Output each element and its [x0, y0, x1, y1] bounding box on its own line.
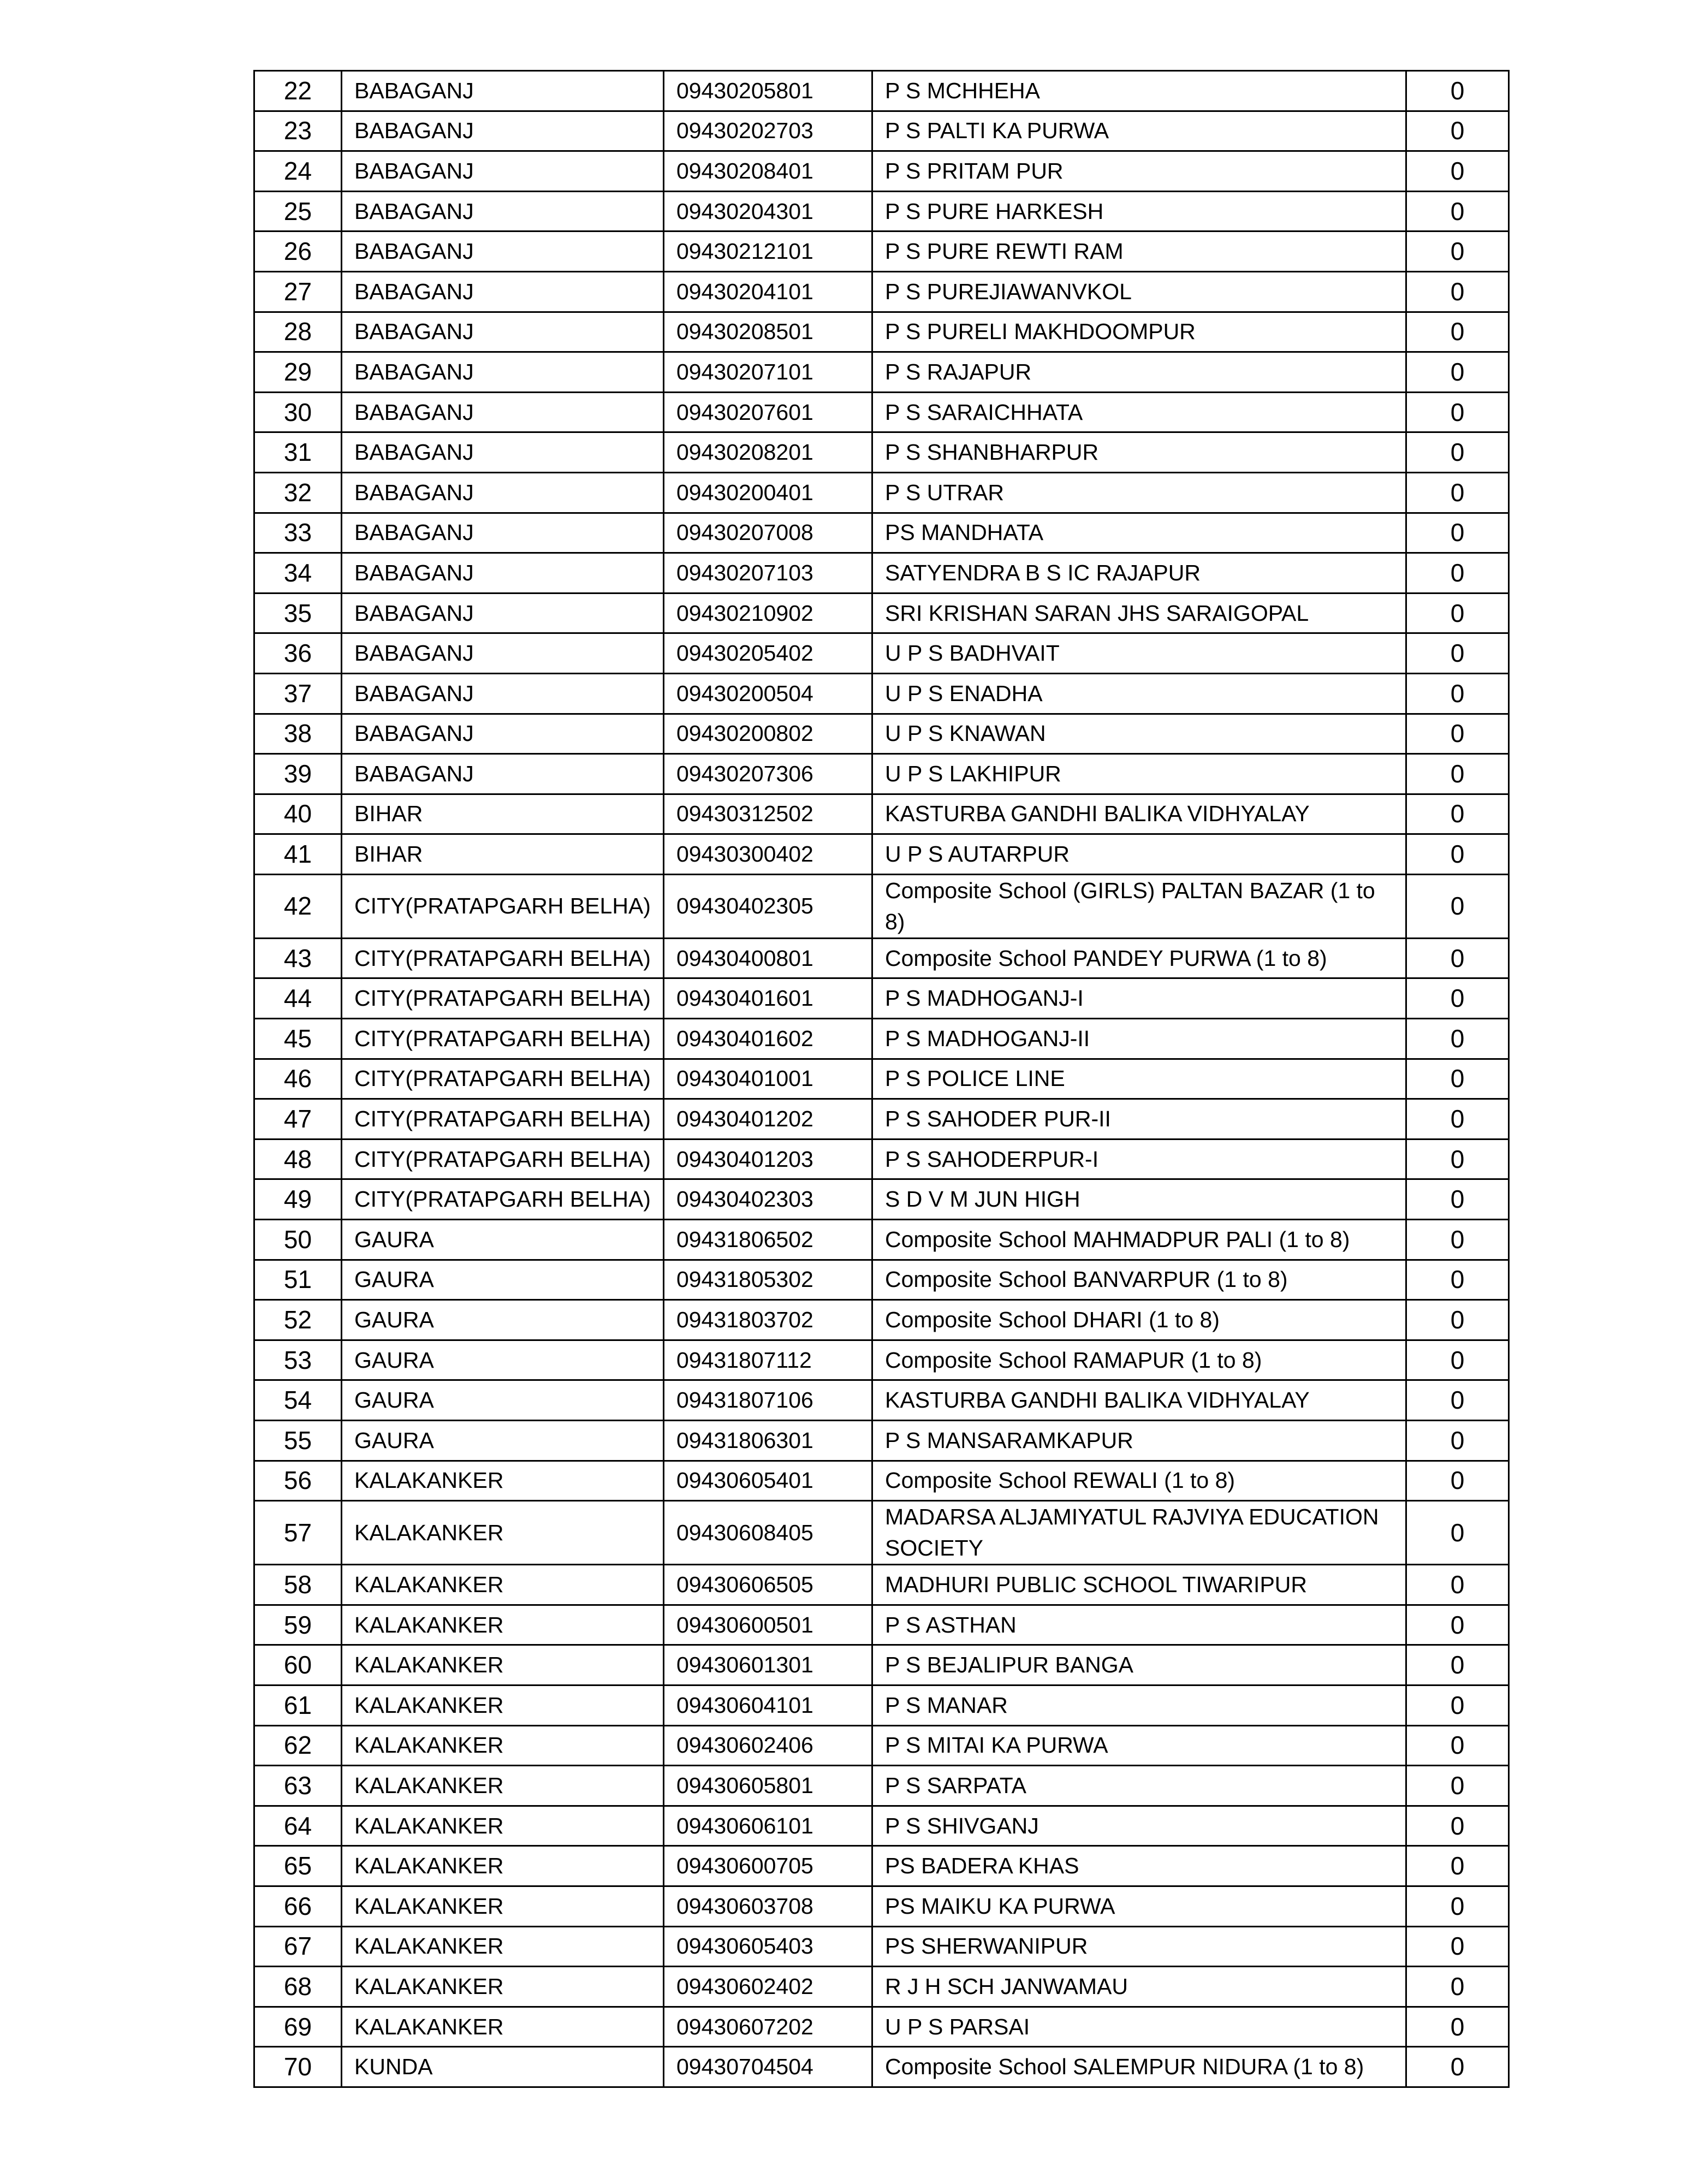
school-code-cell: 09430200504 — [664, 673, 872, 714]
school-name-cell: Composite School BANVARPUR (1 to 8) — [872, 1260, 1406, 1300]
table-row — [254, 1059, 1509, 1099]
table-row — [254, 1461, 1509, 1501]
count-cell: 0 — [1406, 1461, 1509, 1501]
school-name-cell: SATYENDRA B S IC RAJAPUR — [872, 553, 1406, 594]
count-cell: 0 — [1406, 1421, 1509, 1461]
school-code-cell: 09430401001 — [664, 1059, 872, 1099]
school-name-cell: Composite School SALEMPUR NIDURA (1 to 8) — [872, 2047, 1406, 2087]
count-cell: 0 — [1406, 1139, 1509, 1179]
table-row — [254, 1725, 1509, 1766]
serial-number-cell: 51 — [254, 1260, 342, 1300]
table-row — [254, 2047, 1509, 2087]
count-cell: 0 — [1406, 352, 1509, 393]
table-row — [254, 754, 1509, 794]
count-cell: 0 — [1406, 472, 1509, 513]
block-name-cell: BABAGANJ — [342, 673, 664, 714]
school-code-cell: 09430200401 — [664, 472, 872, 513]
school-name-cell: Composite School DHARI (1 to 8) — [872, 1300, 1406, 1340]
serial-number-cell: 34 — [254, 553, 342, 594]
school-name-cell: U P S PARSAI — [872, 2007, 1406, 2047]
block-name-cell: KALAKANKER — [342, 1501, 664, 1565]
school-code-cell: 09430300402 — [664, 834, 872, 875]
school-name-cell: P S SAHODERPUR-I — [872, 1139, 1406, 1179]
school-name-cell: P S MCHHEHA — [872, 71, 1406, 111]
serial-number-cell: 45 — [254, 1019, 342, 1059]
school-code-cell: 09430606505 — [664, 1565, 872, 1605]
count-cell: 0 — [1406, 673, 1509, 714]
block-name-cell: KALAKANKER — [342, 1926, 664, 1967]
serial-number-cell: 24 — [254, 151, 342, 192]
block-name-cell: KALAKANKER — [342, 1685, 664, 1725]
school-name-cell: Composite School PANDEY PURWA (1 to 8) — [872, 938, 1406, 978]
count-cell: 0 — [1406, 1766, 1509, 1806]
school-name-cell: P S MADHOGANJ-I — [872, 978, 1406, 1019]
serial-number-cell: 65 — [254, 1846, 342, 1886]
school-code-cell: 09430608405 — [664, 1501, 872, 1565]
serial-number-cell: 62 — [254, 1725, 342, 1766]
table-row — [254, 1806, 1509, 1846]
count-cell: 0 — [1406, 1340, 1509, 1380]
block-name-cell: GAURA — [342, 1421, 664, 1461]
serial-number-cell: 46 — [254, 1059, 342, 1099]
school-code-cell: 09430204301 — [664, 191, 872, 232]
block-name-cell: BABAGANJ — [342, 352, 664, 393]
school-code-cell: 09430208401 — [664, 151, 872, 192]
school-code-cell: 09430312502 — [664, 794, 872, 834]
count-cell: 0 — [1406, 874, 1509, 938]
school-name-cell: P S PURE REWTI RAM — [872, 232, 1406, 272]
count-cell: 0 — [1406, 2007, 1509, 2047]
school-code-cell: 09430200802 — [664, 714, 872, 754]
count-cell: 0 — [1406, 1725, 1509, 1766]
table-row — [254, 1645, 1509, 1686]
school-name-cell: PS MAIKU KA PURWA — [872, 1886, 1406, 1926]
school-name-cell: P S MITAI KA PURWA — [872, 1725, 1406, 1766]
serial-number-cell: 67 — [254, 1926, 342, 1967]
table-row — [254, 151, 1509, 192]
serial-number-cell: 69 — [254, 2007, 342, 2047]
school-code-cell: 09431803702 — [664, 1300, 872, 1340]
table-row — [254, 1846, 1509, 1886]
count-cell: 0 — [1406, 1019, 1509, 1059]
count-cell: 0 — [1406, 1886, 1509, 1926]
count-cell: 0 — [1406, 1099, 1509, 1140]
school-code-cell: 09430202703 — [664, 111, 872, 151]
school-code-cell: 09430212101 — [664, 232, 872, 272]
block-name-cell: BABAGANJ — [342, 232, 664, 272]
block-name-cell: GAURA — [342, 1380, 664, 1421]
serial-number-cell: 42 — [254, 874, 342, 938]
serial-number-cell: 29 — [254, 352, 342, 393]
count-cell: 0 — [1406, 1967, 1509, 2007]
table-row — [254, 673, 1509, 714]
block-name-cell: CITY(PRATAPGARH BELHA) — [342, 1139, 664, 1179]
table-row — [254, 111, 1509, 151]
school-name-cell: U P S ENADHA — [872, 673, 1406, 714]
school-name-cell: Composite School (GIRLS) PALTAN BAZAR (1 to 8) — [872, 874, 1406, 938]
block-name-cell: BABAGANJ — [342, 754, 664, 794]
table-row — [254, 71, 1509, 111]
school-code-cell: 09430607202 — [664, 2007, 872, 2047]
school-code-cell: 09430600501 — [664, 1605, 872, 1645]
count-cell: 0 — [1406, 794, 1509, 834]
serial-number-cell: 26 — [254, 232, 342, 272]
school-code-cell: 09431807112 — [664, 1340, 872, 1380]
table-row — [254, 1685, 1509, 1725]
school-code-cell: 09430603708 — [664, 1886, 872, 1926]
serial-number-cell: 39 — [254, 754, 342, 794]
block-name-cell: GAURA — [342, 1340, 664, 1380]
school-code-cell: 09430204101 — [664, 271, 872, 312]
count-cell: 0 — [1406, 312, 1509, 352]
block-name-cell: CITY(PRATAPGARH BELHA) — [342, 1179, 664, 1220]
serial-number-cell: 40 — [254, 794, 342, 834]
table-row — [254, 633, 1509, 674]
count-cell: 0 — [1406, 1260, 1509, 1300]
serial-number-cell: 41 — [254, 834, 342, 875]
school-code-cell: 09430602402 — [664, 1967, 872, 2007]
table-row — [254, 472, 1509, 513]
school-name-cell: P S PURE HARKESH — [872, 191, 1406, 232]
table-row — [254, 2007, 1509, 2047]
block-name-cell: CITY(PRATAPGARH BELHA) — [342, 1059, 664, 1099]
school-code-cell: 09430401202 — [664, 1099, 872, 1140]
block-name-cell: BABAGANJ — [342, 513, 664, 553]
block-name-cell: KALAKANKER — [342, 1565, 664, 1605]
count-cell: 0 — [1406, 271, 1509, 312]
count-cell: 0 — [1406, 714, 1509, 754]
school-name-cell: MADHURI PUBLIC SCHOOL TIWARIPUR — [872, 1565, 1406, 1605]
school-name-cell: KASTURBA GANDHI BALIKA VIDHYALAY — [872, 1380, 1406, 1421]
block-name-cell: CITY(PRATAPGARH BELHA) — [342, 874, 664, 938]
block-name-cell: BABAGANJ — [342, 312, 664, 352]
school-name-cell: PS MANDHATA — [872, 513, 1406, 553]
school-name-cell: P S SARPATA — [872, 1766, 1406, 1806]
serial-number-cell: 61 — [254, 1685, 342, 1725]
school-code-cell: 09430210902 — [664, 593, 872, 633]
school-name-cell: P S PUREJIAWANVKOL — [872, 271, 1406, 312]
block-name-cell: BIHAR — [342, 834, 664, 875]
block-name-cell: BABAGANJ — [342, 111, 664, 151]
table-row — [254, 1260, 1509, 1300]
table-row — [254, 874, 1509, 938]
school-code-cell: 09430605401 — [664, 1461, 872, 1501]
serial-number-cell: 59 — [254, 1605, 342, 1645]
count-cell: 0 — [1406, 754, 1509, 794]
school-name-cell: PS SHERWANIPUR — [872, 1926, 1406, 1967]
table-row — [254, 312, 1509, 352]
table-row — [254, 1340, 1509, 1380]
school-name-cell: P S PALTI KA PURWA — [872, 111, 1406, 151]
count-cell: 0 — [1406, 1501, 1509, 1565]
count-cell: 0 — [1406, 111, 1509, 151]
school-name-cell: P S MANSARAMKAPUR — [872, 1421, 1406, 1461]
school-code-cell: 09430605801 — [664, 1766, 872, 1806]
block-name-cell: BIHAR — [342, 794, 664, 834]
serial-number-cell: 23 — [254, 111, 342, 151]
block-name-cell: KALAKANKER — [342, 1846, 664, 1886]
school-code-cell: 09430207008 — [664, 513, 872, 553]
block-name-cell: BABAGANJ — [342, 472, 664, 513]
block-name-cell: CITY(PRATAPGARH BELHA) — [342, 938, 664, 978]
serial-number-cell: 36 — [254, 633, 342, 674]
serial-number-cell: 56 — [254, 1461, 342, 1501]
serial-number-cell: 50 — [254, 1220, 342, 1260]
school-code-cell: 09431806301 — [664, 1421, 872, 1461]
count-cell: 0 — [1406, 392, 1509, 432]
table-row — [254, 834, 1509, 875]
block-name-cell: KUNDA — [342, 2047, 664, 2087]
block-name-cell: KALAKANKER — [342, 1461, 664, 1501]
table-row — [254, 1421, 1509, 1461]
school-code-cell: 09431806502 — [664, 1220, 872, 1260]
table-row — [254, 1501, 1509, 1565]
serial-number-cell: 48 — [254, 1139, 342, 1179]
serial-number-cell: 44 — [254, 978, 342, 1019]
count-cell: 0 — [1406, 938, 1509, 978]
table-row — [254, 1179, 1509, 1220]
table-row — [254, 938, 1509, 978]
school-name-cell: P S ASTHAN — [872, 1605, 1406, 1645]
serial-number-cell: 58 — [254, 1565, 342, 1605]
block-name-cell: KALAKANKER — [342, 1766, 664, 1806]
school-name-cell: U P S AUTARPUR — [872, 834, 1406, 875]
school-name-cell: Composite School REWALI (1 to 8) — [872, 1461, 1406, 1501]
block-name-cell: KALAKANKER — [342, 1886, 664, 1926]
block-name-cell: BABAGANJ — [342, 151, 664, 192]
school-code-cell: 09430208201 — [664, 432, 872, 473]
table-row — [254, 1766, 1509, 1806]
school-code-cell: 09430400801 — [664, 938, 872, 978]
school-code-cell: 09430207601 — [664, 392, 872, 432]
table-row — [254, 1139, 1509, 1179]
block-name-cell: KALAKANKER — [342, 1806, 664, 1846]
count-cell: 0 — [1406, 978, 1509, 1019]
count-cell: 0 — [1406, 71, 1509, 111]
school-code-cell: 09430208501 — [664, 312, 872, 352]
school-name-cell: P S UTRAR — [872, 472, 1406, 513]
table-row — [254, 392, 1509, 432]
serial-number-cell: 37 — [254, 673, 342, 714]
school-name-cell: S D V M JUN HIGH — [872, 1179, 1406, 1220]
block-name-cell: KALAKANKER — [342, 1605, 664, 1645]
school-code-cell: 09430602406 — [664, 1725, 872, 1766]
school-code-cell: 09430401601 — [664, 978, 872, 1019]
serial-number-cell: 38 — [254, 714, 342, 754]
block-name-cell: BABAGANJ — [342, 271, 664, 312]
serial-number-cell: 33 — [254, 513, 342, 553]
school-code-cell: 09430605403 — [664, 1926, 872, 1967]
block-name-cell: BABAGANJ — [342, 633, 664, 674]
school-code-cell: 09430401602 — [664, 1019, 872, 1059]
school-name-cell: Composite School RAMAPUR (1 to 8) — [872, 1340, 1406, 1380]
table-body — [254, 71, 1509, 2087]
table-row — [254, 1926, 1509, 1967]
table-row — [254, 1019, 1509, 1059]
serial-number-cell: 57 — [254, 1501, 342, 1565]
block-name-cell: KALAKANKER — [342, 1967, 664, 2007]
serial-number-cell: 43 — [254, 938, 342, 978]
count-cell: 0 — [1406, 1605, 1509, 1645]
school-name-cell: P S POLICE LINE — [872, 1059, 1406, 1099]
table-row — [254, 1220, 1509, 1260]
count-cell: 0 — [1406, 593, 1509, 633]
count-cell: 0 — [1406, 1220, 1509, 1260]
table-row — [254, 1565, 1509, 1605]
block-name-cell: BABAGANJ — [342, 392, 664, 432]
table-row — [254, 553, 1509, 594]
table-row — [254, 794, 1509, 834]
school-code-cell: 09430600705 — [664, 1846, 872, 1886]
serial-number-cell: 64 — [254, 1806, 342, 1846]
serial-number-cell: 53 — [254, 1340, 342, 1380]
count-cell: 0 — [1406, 432, 1509, 473]
serial-number-cell: 31 — [254, 432, 342, 473]
serial-number-cell: 66 — [254, 1886, 342, 1926]
count-cell: 0 — [1406, 232, 1509, 272]
school-name-cell: P S PRITAM PUR — [872, 151, 1406, 192]
school-code-cell: 09430704504 — [664, 2047, 872, 2087]
serial-number-cell: 28 — [254, 312, 342, 352]
table-row — [254, 432, 1509, 473]
count-cell: 0 — [1406, 1926, 1509, 1967]
serial-number-cell: 35 — [254, 593, 342, 633]
block-name-cell: KALAKANKER — [342, 2007, 664, 2047]
block-name-cell: KALAKANKER — [342, 1645, 664, 1686]
block-name-cell: BABAGANJ — [342, 714, 664, 754]
table-row — [254, 1099, 1509, 1140]
block-name-cell: BABAGANJ — [342, 191, 664, 232]
school-name-cell: P S MANAR — [872, 1685, 1406, 1725]
school-code-cell: 09430401203 — [664, 1139, 872, 1179]
table-row — [254, 593, 1509, 633]
count-cell: 0 — [1406, 1645, 1509, 1686]
school-code-cell: 09430207101 — [664, 352, 872, 393]
school-code-cell: 09430207306 — [664, 754, 872, 794]
count-cell: 0 — [1406, 633, 1509, 674]
count-cell: 0 — [1406, 1685, 1509, 1725]
block-name-cell: GAURA — [342, 1220, 664, 1260]
table-row — [254, 513, 1509, 553]
school-name-cell: P S SARAICHHATA — [872, 392, 1406, 432]
table-row — [254, 271, 1509, 312]
school-name-cell: MADARSA ALJAMIYATUL RAJVIYA EDUCATION SOCIETY — [872, 1501, 1406, 1565]
block-name-cell: CITY(PRATAPGARH BELHA) — [342, 1099, 664, 1140]
block-name-cell: CITY(PRATAPGARH BELHA) — [342, 978, 664, 1019]
serial-number-cell: 27 — [254, 271, 342, 312]
count-cell: 0 — [1406, 2047, 1509, 2087]
block-name-cell: BABAGANJ — [342, 593, 664, 633]
table-row — [254, 1605, 1509, 1645]
school-code-cell: 09430604101 — [664, 1685, 872, 1725]
school-name-cell: Composite School MAHMADPUR PALI (1 to 8) — [872, 1220, 1406, 1260]
count-cell: 0 — [1406, 1380, 1509, 1421]
school-name-cell: P S SHIVGANJ — [872, 1806, 1406, 1846]
table-row — [254, 1967, 1509, 2007]
serial-number-cell: 63 — [254, 1766, 342, 1806]
table-row — [254, 352, 1509, 393]
block-name-cell: BABAGANJ — [342, 553, 664, 594]
serial-number-cell: 55 — [254, 1421, 342, 1461]
table-row — [254, 714, 1509, 754]
school-name-cell: P S SHANBHARPUR — [872, 432, 1406, 473]
serial-number-cell: 49 — [254, 1179, 342, 1220]
count-cell: 0 — [1406, 191, 1509, 232]
school-name-cell: PS BADERA KHAS — [872, 1846, 1406, 1886]
school-code-cell: 09430402303 — [664, 1179, 872, 1220]
school-name-cell: P S PURELI MAKHDOOMPUR — [872, 312, 1406, 352]
table-row — [254, 1380, 1509, 1421]
serial-number-cell: 25 — [254, 191, 342, 232]
school-code-cell: 09430402305 — [664, 874, 872, 938]
school-code-cell: 09430601301 — [664, 1645, 872, 1686]
block-name-cell: KALAKANKER — [342, 1725, 664, 1766]
table-row — [254, 978, 1509, 1019]
school-code-cell: 09430207103 — [664, 553, 872, 594]
serial-number-cell: 54 — [254, 1380, 342, 1421]
school-name-cell: KASTURBA GANDHI BALIKA VIDHYALAY — [872, 794, 1406, 834]
serial-number-cell: 32 — [254, 472, 342, 513]
table-row — [254, 191, 1509, 232]
school-name-cell: P S BEJALIPUR BANGA — [872, 1645, 1406, 1686]
serial-number-cell: 70 — [254, 2047, 342, 2087]
block-name-cell: GAURA — [342, 1260, 664, 1300]
serial-number-cell: 30 — [254, 392, 342, 432]
school-code-cell: 09431807106 — [664, 1380, 872, 1421]
count-cell: 0 — [1406, 1300, 1509, 1340]
count-cell: 0 — [1406, 1565, 1509, 1605]
school-name-cell: U P S LAKHIPUR — [872, 754, 1406, 794]
serial-number-cell: 68 — [254, 1967, 342, 2007]
school-name-cell: P S MADHOGANJ-II — [872, 1019, 1406, 1059]
count-cell: 0 — [1406, 553, 1509, 594]
school-code-cell: 09430606101 — [664, 1806, 872, 1846]
count-cell: 0 — [1406, 1806, 1509, 1846]
table-row — [254, 232, 1509, 272]
block-name-cell: CITY(PRATAPGARH BELHA) — [342, 1019, 664, 1059]
school-name-cell: U P S KNAWAN — [872, 714, 1406, 754]
school-name-cell: P S SAHODER PUR-II — [872, 1099, 1406, 1140]
table-row — [254, 1886, 1509, 1926]
block-name-cell: BABAGANJ — [342, 71, 664, 111]
school-code-cell: 09430205801 — [664, 71, 872, 111]
count-cell: 0 — [1406, 1059, 1509, 1099]
count-cell: 0 — [1406, 1846, 1509, 1886]
serial-number-cell: 22 — [254, 71, 342, 111]
block-name-cell: BABAGANJ — [342, 432, 664, 473]
school-name-cell: R J H SCH JANWAMAU — [872, 1967, 1406, 2007]
count-cell: 0 — [1406, 1179, 1509, 1220]
school-code-cell: 09430205402 — [664, 633, 872, 674]
serial-number-cell: 60 — [254, 1645, 342, 1686]
school-name-cell: SRI KRISHAN SARAN JHS SARAIGOPAL — [872, 593, 1406, 633]
table-row — [254, 1300, 1509, 1340]
block-name-cell: GAURA — [342, 1300, 664, 1340]
school-list-table — [253, 70, 1510, 2088]
count-cell: 0 — [1406, 151, 1509, 192]
count-cell: 0 — [1406, 834, 1509, 875]
serial-number-cell: 52 — [254, 1300, 342, 1340]
school-code-cell: 09431805302 — [664, 1260, 872, 1300]
school-name-cell: P S RAJAPUR — [872, 352, 1406, 393]
count-cell: 0 — [1406, 513, 1509, 553]
school-name-cell: U P S BADHVAIT — [872, 633, 1406, 674]
serial-number-cell: 47 — [254, 1099, 342, 1140]
